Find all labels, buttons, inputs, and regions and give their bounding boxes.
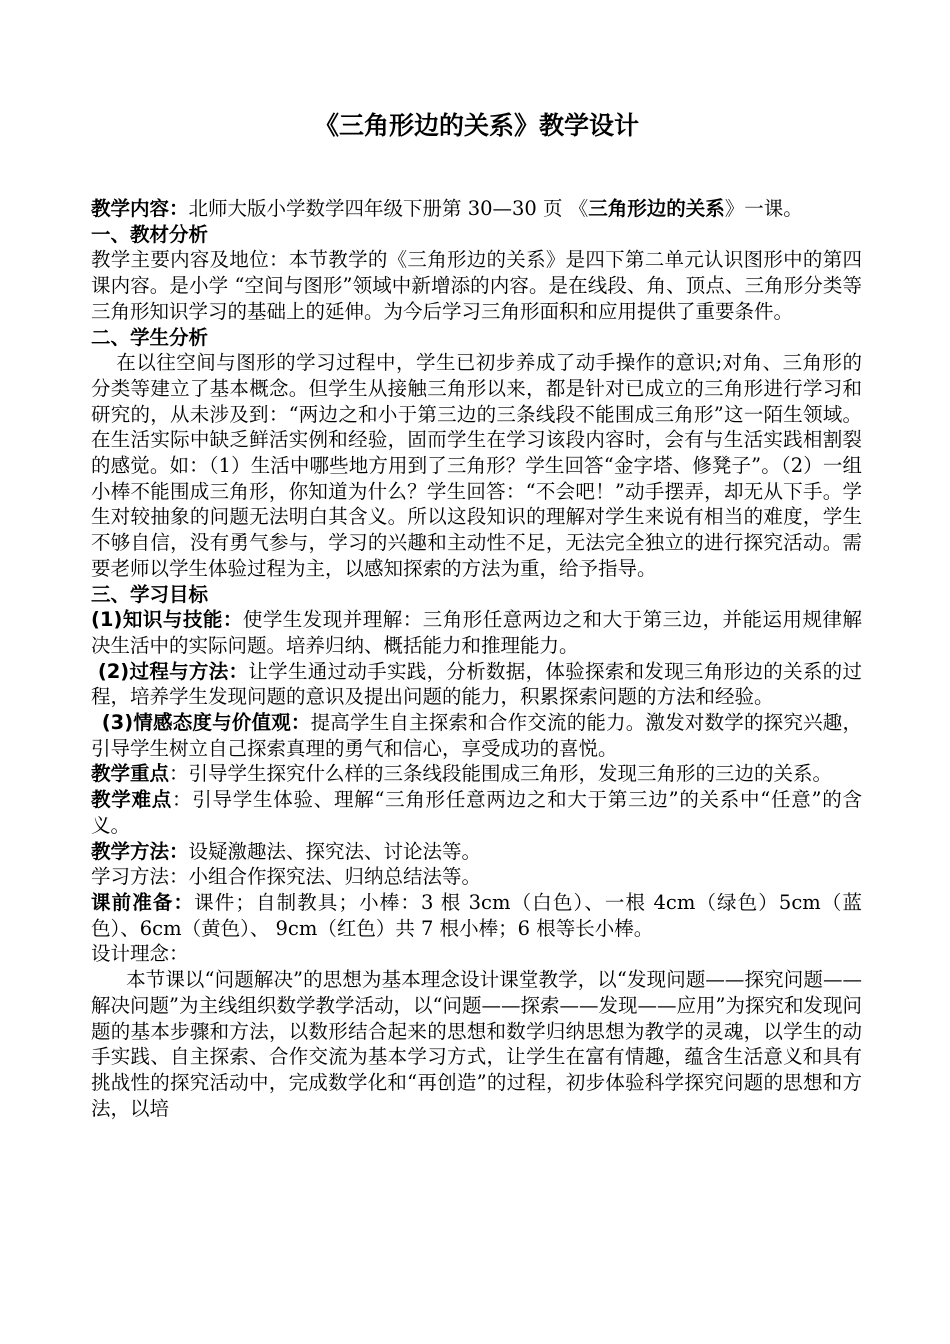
- teaching-methods: [91, 839, 862, 865]
- document-title: 《三角形边的关系》教学设计: [313, 111, 639, 140]
- key-point-label: 教学重点: [91, 762, 170, 786]
- difficulty-text: 引导学生体验、理解“三角形任意两边之和大于第三边”的关系中“任意”的含义。: [91, 788, 862, 837]
- design-concept-label: 设计理念：: [91, 942, 189, 966]
- goal-knowledge: [91, 607, 862, 658]
- learning-methods: 学习方法：小组合作探究法、归纳总结法等。: [91, 865, 482, 889]
- teaching-content-text: 北师大版小学数学四年级下册第 30—30 页 《: [188, 197, 589, 220]
- document-body: [91, 196, 862, 1121]
- goal-attitude-text: 提高学生自主探索和合作交流的能力。激发对数学的探究兴趣，引导学生树立自己探索真理的勇气和信心，享受成功的喜悦。: [91, 711, 862, 760]
- difficulty-label: 教学难点: [91, 788, 172, 812]
- difficulty-point: [91, 787, 862, 838]
- goal-process-text: 让学生通过动手实践，分析数据，体验探索和发现三角形边的关系的过程，培养学生发现问题的意识及提出问题的能力，积累探索问题的方法和经验。: [91, 659, 862, 709]
- goal-attitude: [91, 710, 862, 761]
- teaching-content-label: 教学内容：: [91, 197, 189, 220]
- teaching-methods-text: 设疑激趣法、探究法、讨论法等。: [188, 839, 482, 863]
- lesson-name: 三角形边的关系: [588, 197, 725, 220]
- goal-process-label: (2)过程与方法：: [97, 659, 249, 683]
- section-body-textbook: 教学主要内容及地位：本节教学的《三角形边的关系》是四下第二单元认识图形中的第四课内容。是小学 “空间与图形”领域中新增添的内容。是在线段、角、顶点、三角形分类等三角形知识学习的基础上的延伸。为今后学习三角形面积和应用提供了重要条件。: [91, 248, 862, 323]
- teaching-methods-label: 教学方法：: [91, 839, 189, 863]
- teaching-content-line: [91, 196, 862, 222]
- difficulty-colon: ：: [171, 788, 193, 812]
- teaching-content-tail: 》一课。: [724, 197, 803, 220]
- preparation: [91, 890, 862, 941]
- key-point-colon: ：: [169, 762, 189, 786]
- design-concept-body: 本节课以“问题解决”的思想为基本理念设计课堂教学，以“发现问题——探究问题——解决问题”为主线组织数学教学活动，以“问题——探索——发现——应用”为探究和发现问题的基本步骤和方法，以数形结合起来的思想和数学归纳思想为教学的灵魂，以学生的动手实践、自主探索、合作交流为基本学习方式，让学生在富有情趣，蕴含生活意义和具有挑战性的探究活动中，完成数学化和“再创造”的过程，初步体验科学探究问题的思想和方法，以培: [91, 968, 862, 1120]
- goal-knowledge-text: 使学生发现并理解：三角形任意两边之和大于第三边，并能运用规律解决生活中的实际问题。培养归纳、概括能力和推理能力。: [91, 608, 862, 657]
- preparation-text: 课件；自制教具；小棒：3 根 3cm（白色）、一根 4cm（绿色）5cm（蓝色）、6cm（黄色）、 9cm（红色）共 7 根小棒；6 根等长小棒。: [91, 890, 862, 940]
- section-body-students: 在以往空间与图形的学习过程中，学生已初步养成了动手操作的意识;对角、三角形的分类等建立了基本概念。但学生从接触三角形以来，都是针对已成立的三角形进行学习和研究的，从未涉及到：“两边之和小于第三边的三条线段不能围成三角形”这一陌生领域。在生活实际中缺乏鲜活实例和经验，固而学生在学习该段内容时，会有与生活实践相割裂的感觉。如：（1）生活中哪些地方用到了三角形？学生回答“金字塔、修凳子”。（2）一组小棒不能围成三角形，你知道为什么？学生回答：“不会吧！”动手摆弄，却无从下手。学生对较抽象的问题无法明白其含义。所以这段知识的理解对学生来说有相当的难度，学生不够自信，没有勇气参与，学习的兴趣和主动性不足，无法完全独立的进行探究活动。需要老师以学生体验过程为主，以感知探索的方法为重，给予指导。: [91, 351, 862, 580]
- key-point-text: 引导学生探究什么样的三条线段能围成三角形，发现三角形的三边的关系。: [188, 762, 833, 786]
- key-point: [91, 761, 862, 787]
- section-heading-textbook: 一、教材分析: [91, 222, 209, 246]
- section-heading-students: 二、学生分析: [91, 325, 209, 349]
- goal-process: [91, 659, 862, 710]
- section-heading-goals: 三、学习目标: [91, 582, 209, 606]
- goal-attitude-label: (3)情感态度与价值观：: [101, 711, 311, 735]
- preparation-label: 课前准备：: [91, 890, 195, 914]
- goal-knowledge-label: (1)知识与技能：: [91, 608, 243, 632]
